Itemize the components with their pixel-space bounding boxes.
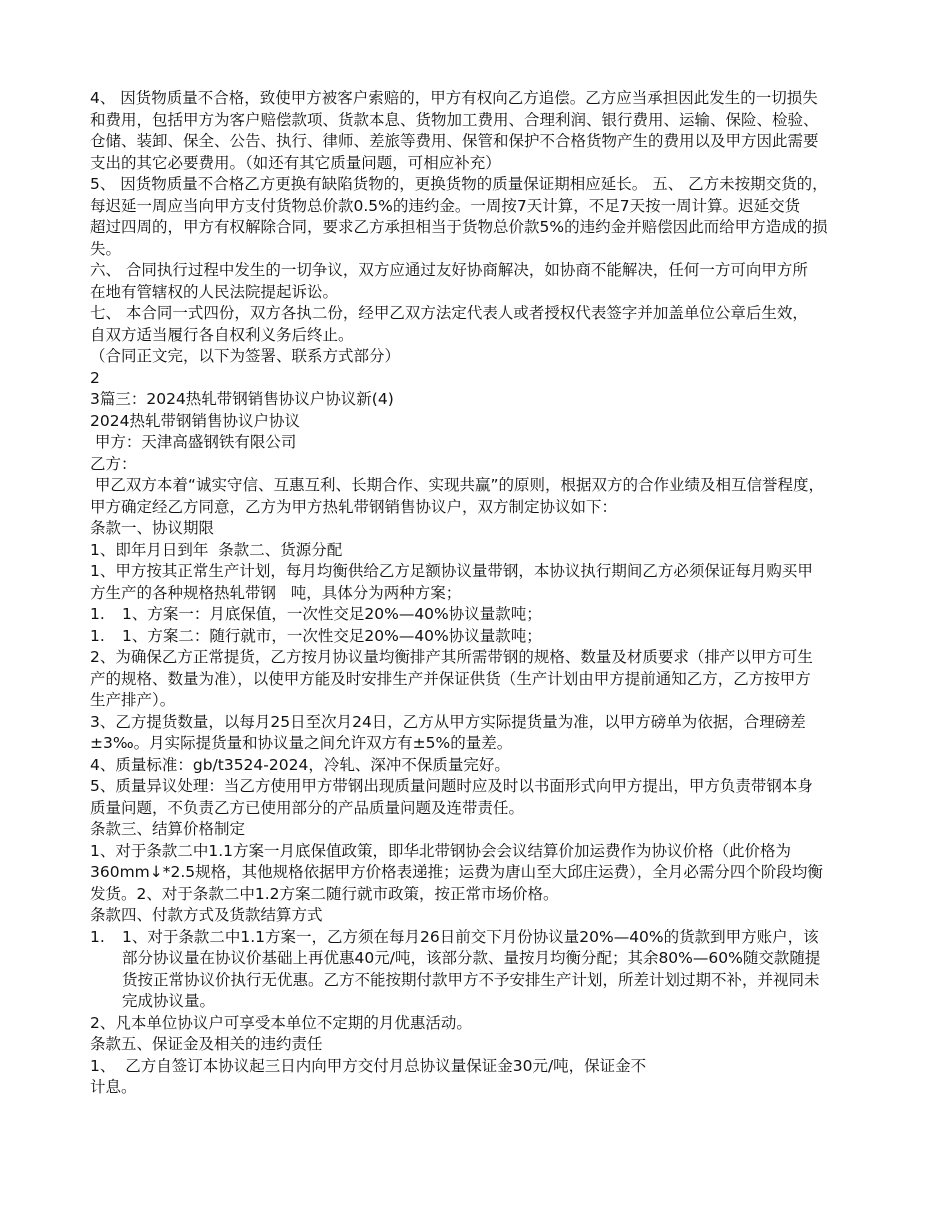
text-line: 2、为确保乙方正常提货，乙方按月协议量均衡排产其所需带钢的规格、数量及材质要求（排产以甲方可生 bbox=[90, 648, 813, 666]
item-text: 部分协议量在协议价基础上再优惠40元/吨，该部分款、量按月均衡分配；其余80%—60%随交款随提 bbox=[122, 949, 821, 967]
section-heading: 3篇三：2024热轧带钢销售协议户协议新(4) bbox=[90, 390, 394, 408]
text-line: 方生产的各种规格热轧带钢 吨，具体分为两种方案； bbox=[90, 583, 462, 602]
text-line: 甲乙双方本着“诚实守信、互惠互利、长期合作、实现共赢”的原则，根据双方的合作业绩及相互信誉程度， bbox=[90, 476, 824, 494]
text-line: 在地有管辖权的人民法院提起诉讼。 bbox=[90, 282, 339, 301]
page-number: 2 bbox=[90, 368, 100, 387]
item-text: 1、方案一：月底保值，一次性交足20%—40%协议量款吨； bbox=[122, 605, 542, 623]
item-number: 1. bbox=[90, 927, 105, 946]
text-line: 计息。 bbox=[90, 1078, 137, 1096]
text-line: 每迟延一周应当向甲方支付货物总价款0.5%的违约金。一周按7天计算，不足7天按一周计算。迟延交货 bbox=[90, 196, 801, 215]
item-text-block bbox=[122, 927, 875, 1013]
text-line: 1、对于条款二中1.1方案一月底保值政策，即华北带钢协会会议结算价加运费作为协议价格（此价格为 bbox=[90, 841, 792, 860]
item-text: 完成协议量。 bbox=[122, 992, 216, 1010]
text-line: 失。 bbox=[90, 239, 122, 258]
numbered-item bbox=[90, 626, 875, 648]
text-line: 1、即年月日到年 条款二、货源分配 bbox=[90, 540, 343, 559]
document-page bbox=[90, 88, 875, 1099]
clause-heading: 条款四、付款方式及货款结算方式 bbox=[90, 906, 323, 924]
text-line: 4、质量标准：gb/t3524-2024，冷轧、深冲不保质量完好。 bbox=[90, 755, 510, 774]
text-line: 生产排产）。 bbox=[90, 691, 176, 709]
item-number: 1. bbox=[90, 605, 105, 623]
text-line: 超过四周的，甲方有权解除合同，要求乙方承担相当于货物总价款5%的违约金并赔偿因此而给甲方造成的损 bbox=[90, 218, 828, 236]
text-line: 六、 合同执行过程中发生的一切争议，双方应通过友好协商解决，如协商不能解决，任何一方可向甲方所 bbox=[90, 261, 808, 279]
clause-heading: 条款三、结算价格制定 bbox=[90, 820, 246, 838]
clause-heading: 条款五、保证金及相关的违约责任 bbox=[90, 1035, 323, 1053]
text-line: ±3‰。月实际提货量和协议量之间允许双方有±5%的量差。 bbox=[90, 734, 513, 752]
text-line: 4、 因货物质量不合格，致使甲方被客户索赔的，甲方有权向乙方追偿。乙方应当承担因此发生的一切损失 bbox=[90, 89, 818, 107]
text-line: 5、质量异议处理：当乙方使用甲方带钢出现质量问题时应及时以书面形式向甲方提出，甲方负责带钢本身 bbox=[90, 777, 813, 795]
text-line: 发货。2、对于条款二中1.2方案二随行就市政策，按正常市场价格。 bbox=[90, 884, 559, 903]
text-line: 自双方适当履行各自权利义务后终止。 bbox=[90, 325, 354, 344]
party-a: 甲方：天津高盛钢铁有限公司 bbox=[90, 433, 297, 451]
text-line: 360mm↓*2.5规格，其他规格依据甲方价格表递推；运费为唐山至大邱庄运费），全月必需分四个阶段均衡 bbox=[90, 863, 823, 881]
item-number: 1. bbox=[90, 626, 105, 645]
item-text: 1、对于条款二中1.1方案一，乙方须在每月26日前交下月份协议量20%—40%的货款到甲方账户，该 bbox=[122, 927, 819, 946]
document-title: 2024热轧带钢销售协议户协议 bbox=[90, 411, 300, 430]
numbered-item bbox=[90, 604, 875, 626]
text-line: 仓储、装卸、保全、公告、执行、律师、差旅等费用、保管和保护不合格货物产生的费用以及甲方因此需要 bbox=[90, 132, 819, 150]
text-line: 1、 乙方自签订本协议起三日内向甲方交付月总协议量保证金30元/吨，保证金不 bbox=[90, 1056, 647, 1075]
text-line: 产的规格、数量为准），以使甲方能及时安排生产并保证供货（生产计划由甲方提前通知乙方，乙方按甲方 bbox=[90, 669, 811, 688]
text-line: 2、凡本单位协议户可享受本单位不定期的月优惠活动。 bbox=[90, 1013, 472, 1032]
text-line: 质量问题，不负责乙方已使用部分的产品质量问题及连带责任。 bbox=[90, 798, 525, 817]
item-text: 1、方案二：随行就市，一次性交足20%—40%协议量款吨； bbox=[122, 626, 542, 645]
text-line: 3、乙方提货数量，以每月25日至次月24日，乙方从甲方实际提货量为准，以甲方磅单为依据，合理磅差 bbox=[90, 712, 806, 731]
party-b: 乙方： bbox=[90, 454, 137, 473]
text-line: （合同正文完，以下为签署、联系方式部分） bbox=[90, 347, 401, 365]
numbered-item bbox=[90, 927, 875, 1013]
text-line: 甲方确定经乙方同意，乙方为甲方热轧带钢销售协议户，双方制定协议如下： bbox=[90, 497, 618, 516]
text-line: 1、甲方按其正常生产计划，每月均衡供给乙方足额协议量带钢，本协议执行期间乙方必须保证每月购买甲 bbox=[90, 562, 813, 580]
text-line: 七、 本合同一式四份，双方各执二份，经甲乙双方法定代表人或者授权代表签字并加盖单位公章后生效， bbox=[90, 304, 808, 322]
clause-heading: 条款一、协议期限 bbox=[90, 519, 215, 537]
text-line: 支出的其它必要费用。（如还有其它质量问题，可相应补充） bbox=[90, 153, 501, 172]
text-line: 和费用，包括甲方为客户赔偿款项、货款本息、货物加工费用、合理利润、银行费用、运输、保险、检验、 bbox=[90, 110, 819, 129]
item-text: 货按正常协议价执行无优惠。乙方不能按期付款甲方不予安排生产计划，所差计划过期不补，并视同未 bbox=[122, 970, 820, 989]
text-line: 5、 因货物质量不合格乙方更换有缺陷货物的，更换货物的质量保证期相应延长。 五、 乙方未按期交货的， bbox=[90, 175, 828, 193]
